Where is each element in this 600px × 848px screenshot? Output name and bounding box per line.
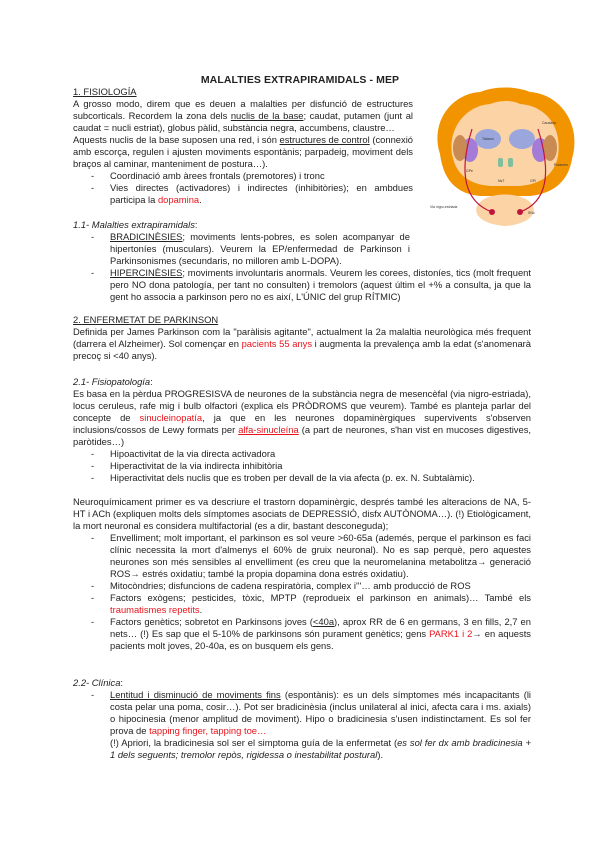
term: HIPERCINÈSIES xyxy=(110,267,183,278)
heading-clinica xyxy=(73,677,531,689)
putamen-left xyxy=(453,135,467,161)
list-item xyxy=(73,592,531,616)
list-item: - Envelliment; molt important, el parkinson es sol veure >60-65a (ademés, perque el parkinson es faci clínic necessita la mort d'almenys el 60% de gruix neuronal). No es sap perquè, pero aquestes neurones son més sensibles al envelliment (es creu que la neuromelanina metabolitza→ generació ROS→ estrés oxidatiu; també la propia dopamina dona estrés oxidatiu). xyxy=(73,532,531,580)
figure-label: Via nigro-estriada xyxy=(430,205,458,209)
text: (a part de neurones, s'han vist en mucoses digestives, paròtides…) xyxy=(73,424,531,447)
paragraph: Neuroquímicament primer es va descriure el trastorn dopaminèrgic, després també les alteracions de NA, 5-HT i ACh (expliquen molts dels símptomes asociats de DEPRESSIÓ, disfx AUTÒNOMA…). (!) Etiològicament, la mort neuronal es considera multifactorial (es a dir, bastant desconeguda); xyxy=(73,496,531,531)
thalamus-right xyxy=(509,129,535,149)
heading-parkinson: 2. ENFERMETAT DE PARKINSON xyxy=(73,314,219,325)
text: . xyxy=(199,604,203,615)
list-item: - Hipoactivitat de la via directa activadora xyxy=(73,448,531,460)
basal-ganglia-figure xyxy=(420,84,590,234)
text: (connexió amb escorça, regulen i ajusten moviments espontànis; parpadeig, moviment dels braços al caminar, manteniment de postura…). xyxy=(73,134,413,169)
figure-label: GPe xyxy=(466,169,474,173)
italic-text: es sol fer dx amb bradicinesia + 1 dels seguents; tremolor repòs, rigidessa o inestabilitat postural xyxy=(110,737,531,760)
underlined-text: <40a xyxy=(312,616,335,627)
text: ). xyxy=(377,749,384,760)
paragraph xyxy=(73,98,413,134)
figure-label: NsT xyxy=(498,179,505,183)
highlight-text: alfa-sinucleína xyxy=(238,424,299,435)
list-item xyxy=(73,616,531,652)
text: Factors exògens; pesticides, tòxic, MPTP (reprodueix el parkinson en animals)… També els xyxy=(110,592,531,603)
list-item: - Coordinació amb àrees frontals (premotores) i tronc xyxy=(73,170,413,182)
list-item xyxy=(73,182,413,206)
snc-right xyxy=(517,209,523,215)
heading-text: 1.1- Malalties extrapiramidals xyxy=(73,219,195,230)
text: , ja que en les neurones dopaminèrgiques supervivents s'observen inclusions/cossos de Lewy formats per xyxy=(73,412,532,435)
highlight-text: sinucleinopatía xyxy=(139,412,203,423)
text: A grosso modo, direm que es deuen a malalties per disfunció de estructures subcorticals. Recordem la zona dels xyxy=(73,98,413,121)
list-item: - Hiperactivitat de la via indirecta inhibitòria xyxy=(73,460,531,472)
highlight-text: pacients 55 anys xyxy=(241,338,313,349)
figure-label: Caudado xyxy=(542,121,557,125)
text: Vies directes (activadores) i indirectes (inhibitòries); en ambdues participa la xyxy=(110,182,413,205)
highlight-text: PARK1 i 2 xyxy=(429,628,473,639)
figure-label: SNc xyxy=(528,211,535,215)
heading-text: 2.2- Clínica xyxy=(73,677,121,688)
text: . xyxy=(199,194,202,205)
paragraph xyxy=(73,134,413,170)
text: Definida per James Parkinson com la "paràlisis agitante", actualment la 2a malaltia neurològica més frequent (darrera el Alzheimer). Sol començar en xyxy=(73,326,531,349)
text: Factors genètics; sobretot en Parkinsons joves ( xyxy=(110,616,313,627)
heading-malalties-extrapiramidals xyxy=(73,219,531,231)
text: ; moviments lents-pobres, es solen acompanyar de hipertoníes (musculars). Veurem la EP/enfermedad de Parkinson i Parkinsonismes (secundaris, no milloren amb L-DOPA). xyxy=(110,231,410,266)
subthalamic-right xyxy=(508,158,513,167)
text: : xyxy=(150,376,153,387)
underlined-text: nuclis de la base xyxy=(230,110,304,121)
paragraph xyxy=(73,388,531,448)
figure-label: Tálamo xyxy=(482,137,494,141)
section-fisiopatologia xyxy=(73,376,531,652)
list-item xyxy=(73,231,410,267)
figure-label: Putamen xyxy=(554,163,569,167)
highlight-text: tapping finger, tapping toe… xyxy=(149,725,267,736)
text: : xyxy=(194,219,198,230)
term: BRADICINÈSIES xyxy=(110,231,183,242)
section-parkinson xyxy=(73,314,531,362)
text: ; moviments involuntaris anormals. Veurem les corees, distoníes, tics (molt frequent pero NO dona patología, per tant no consulten) i tremolors (aquest últim el +% a consulta, ja que la gent ho associa a parkinson pero no es així, L'ÚNIC del grup RÍTMIC) xyxy=(110,267,531,302)
text: ), aprox RR de 6 en germans, 3 en fills, 2,7 en nets… (!) Es sap que el 5-10% de parkinsons són purament genètics; gens xyxy=(110,616,531,639)
figure-label: GPi xyxy=(530,179,536,183)
section-malalties-extrapiramidals xyxy=(73,219,531,303)
text: Es basa en la pèrdua PROGRESISVA de neurones de la substància negra de mesencèfal (via nigro-estriada), locus ceruleus, rafe mig i bulb olfactori (explica els PRÒDROMS que veurem). També es planteja parlar del concepte de xyxy=(73,388,531,423)
underlined-text: estructures de control xyxy=(279,134,370,145)
text: (!) Apriori, la bradicinesia sol ser el simptoma guía de la enfermetat ( xyxy=(110,737,398,748)
highlight-text: traumatismes repetits xyxy=(110,604,200,615)
subthalamic-left xyxy=(498,158,503,167)
text: (espontànis): es un dels símptomes més incapacitants (li costa pelar una poma, cosir…). Pot ser bradicinèsia (inclus unilateral al inici, afecta cara i ms. axials) o hipocinesia (menor amplitud de moviment). Hipo o bradicinesia s'usen indistinctament. Es sol fer prova de xyxy=(110,689,531,736)
list-item xyxy=(73,267,531,303)
list-item xyxy=(73,689,531,761)
snc-left xyxy=(489,209,495,215)
text: → en aquests pacients molt joves, 20-40a, es on busquem els gens. xyxy=(110,628,531,651)
list-item: - Mitocòndries; disfuncions de cadena respiratòria, complex i'''… amb producció de ROS xyxy=(73,580,531,592)
text: : xyxy=(120,677,124,688)
paragraph xyxy=(73,326,531,362)
text: ; caudat, putamen (junt al caudat = nucli estriat), globus pàlid, substància negra, accumbens, claustre… xyxy=(73,110,413,133)
highlight-text: dopamina xyxy=(157,194,200,205)
text: Aquests nuclis de la base suposen una red, i són xyxy=(73,134,280,145)
heading-fisiologia: 1. FISIOLOGÍA xyxy=(73,86,137,97)
list-item: - Hiperactivitat dels nuclis que es troben per devall de la via afecta (p. ex. N. Subtalàmic). xyxy=(73,472,531,484)
heading-text: 2.1- Fisiopatología xyxy=(73,376,151,387)
section-clinica xyxy=(73,677,531,761)
heading-fisiopatologia xyxy=(73,376,531,388)
document-title: MALALTIES EXTRAPIRAMIDALS - MEP xyxy=(200,74,400,86)
term: Lentitud i disminució de moviments fins xyxy=(110,689,281,700)
text: i augmenta la prevalença amb la edat (s'anomenarà precoç si <40 anys). xyxy=(73,338,531,361)
